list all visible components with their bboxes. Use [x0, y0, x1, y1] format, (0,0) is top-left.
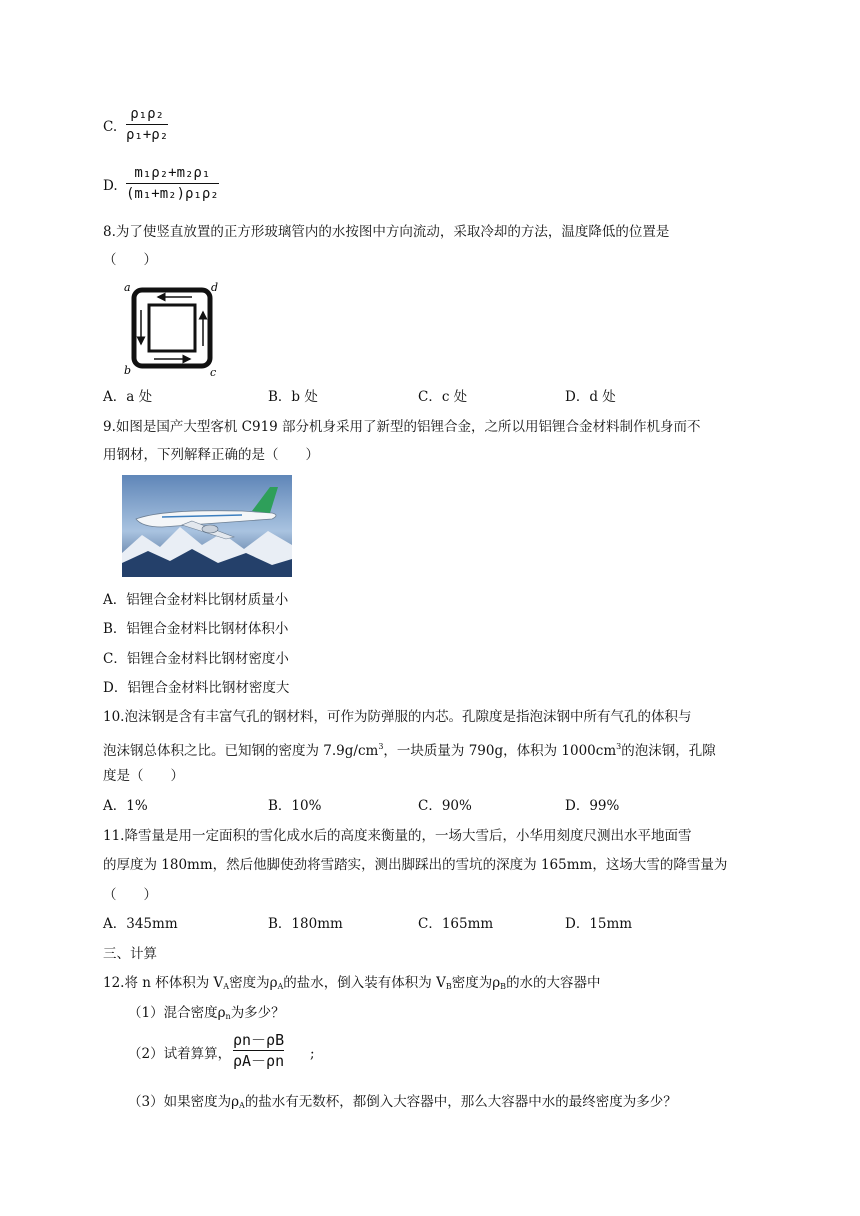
q10-line2-part-a: 泡沫钢总体积之比。已知钢的密度为 7.9g/cm	[103, 743, 379, 759]
q10-option-a: A．1%	[103, 798, 148, 814]
option-d-label: D.	[103, 178, 118, 194]
corner-label-d: d	[211, 281, 219, 294]
option-d-denominator: (m₁+m₂)ρ₁ρ₂	[126, 186, 219, 202]
q10-line2-part-b: ，一块质量为 790g，体积为 1000cm	[383, 743, 617, 759]
superscript-3: 3	[616, 742, 622, 751]
option-d-numerator: m₁ρ₂+m₂ρ₁	[134, 165, 211, 181]
q12-part3-text-a: （3）如果密度为ρ	[128, 1094, 240, 1110]
q12-part3-text-b: 的盐水有无数杯，都倒入大容器中，那么大容器中水的最终密度为多少？	[244, 1094, 677, 1110]
option-c-denominator: ρ₁+ρ₂	[126, 127, 169, 143]
subscript-n: n	[225, 1012, 231, 1021]
q8-blank: （ ）	[103, 252, 157, 268]
q11-option-d: D．15mm	[565, 916, 633, 932]
subscript-b: B	[500, 982, 507, 991]
q8-stem: 8.为了使竖直放置的正方形玻璃管内的水按图中方向流动，采取冷却的方法，温度降低的位置是	[103, 224, 670, 240]
q11-option-b: B．180mm	[268, 916, 343, 932]
q9-option-d: D．铝锂合金材料比钢材密度大	[103, 680, 290, 696]
q12-stem	[103, 973, 601, 997]
q12-stem-part-b: 密度为ρ	[229, 975, 278, 991]
corner-label-c: c	[210, 366, 217, 378]
q10-line2-part-c: 的泡沫钢，孔隙	[621, 743, 716, 759]
q9-stem-line2: 用钢材，下列解释正确的是（ ）	[103, 447, 319, 463]
q12-part2-semicolon: ;	[310, 1046, 315, 1062]
option-c-numerator: ρ₁ρ₂	[130, 106, 164, 122]
subscript-a: A	[239, 1101, 245, 1110]
subscript-a: A	[223, 982, 230, 991]
option-c-fraction	[126, 104, 168, 145]
corner-label-a: a	[124, 281, 131, 294]
q10-line1: 10.泡沫钢是含有丰富气孔的钢材料，可作为防弹服的内芯。孔隙度是指泡沫钢中所有气孔的体积与	[103, 709, 692, 725]
q12-part1	[128, 1003, 285, 1027]
corner-label-b: b	[124, 364, 132, 377]
q8-option-d: D．d 处	[565, 389, 616, 405]
q10-option-d: D．99%	[565, 798, 620, 814]
q11-line3: （ ）	[103, 887, 157, 903]
q8-option-c: C．c 处	[418, 389, 468, 405]
q10-line3: 度是（ ）	[103, 768, 184, 784]
q9-option-b: B．铝锂合金材料比钢材体积小	[103, 621, 289, 637]
q12-part1-text-b: 为多少？	[230, 1005, 285, 1021]
option-c-label: C.	[103, 119, 118, 135]
q11-line2: 的厚度为 180mm，然后他脚使劲将雪踏实，测出脚踩出的雪坑的深度为 165mm，这场大雪的降雪量为	[103, 857, 728, 873]
q12-stem-part-a: 12.将 n 杯体积为 V	[103, 975, 224, 991]
q12-stem-part-c: 的盐水，倒入装有体积为 V	[283, 975, 446, 991]
q12-part1-text-a: （1）混合密度ρ	[128, 1005, 226, 1021]
c919-airplane-image	[122, 475, 292, 577]
q12-part2-numerator: ρn－ρB	[233, 1031, 285, 1049]
q11-line1: 11.降雪量是用一定面积的雪化成水后的高度来衡量的，一场大雪后，小华用刻度尺测出水平地面雪	[103, 828, 692, 844]
subscript-a: A	[277, 982, 284, 991]
q10-option-c: C．90%	[418, 798, 472, 814]
q11-option-c: C．165mm	[418, 916, 494, 932]
q12-stem-part-d: 密度为ρ	[451, 975, 501, 991]
glass-tube-diagram	[120, 280, 222, 378]
q12-part2-fraction	[233, 1030, 284, 1071]
q10-option-b: B．10%	[268, 798, 322, 814]
option-d-fraction	[126, 163, 219, 204]
subscript-b: B	[445, 982, 452, 991]
q11-option-a: A．345mm	[103, 916, 178, 932]
section-title: 三、计算	[103, 946, 157, 962]
q12-stem-part-e: 的水的大容器中	[506, 975, 601, 991]
superscript-3: 3	[378, 742, 384, 751]
q12-part2-label: （2）试着算算，	[128, 1046, 232, 1062]
q9-stem-line1: 9.如图是国产大型客机 C919 部分机身采用了新型的铝锂合金，之所以用铝锂合金材料制作机身而不	[103, 419, 701, 435]
q12-part3	[128, 1092, 677, 1116]
q8-option-b: B．b 处	[268, 389, 318, 405]
q9-option-c: C．铝锂合金材料比钢材密度小	[103, 651, 289, 667]
q8-option-a: A．a 处	[103, 389, 153, 405]
q9-option-a: A．铝锂合金材料比钢材质量小	[103, 592, 289, 608]
q10-line2	[103, 737, 716, 761]
q12-part2-denominator: ρA－ρn	[233, 1052, 285, 1070]
